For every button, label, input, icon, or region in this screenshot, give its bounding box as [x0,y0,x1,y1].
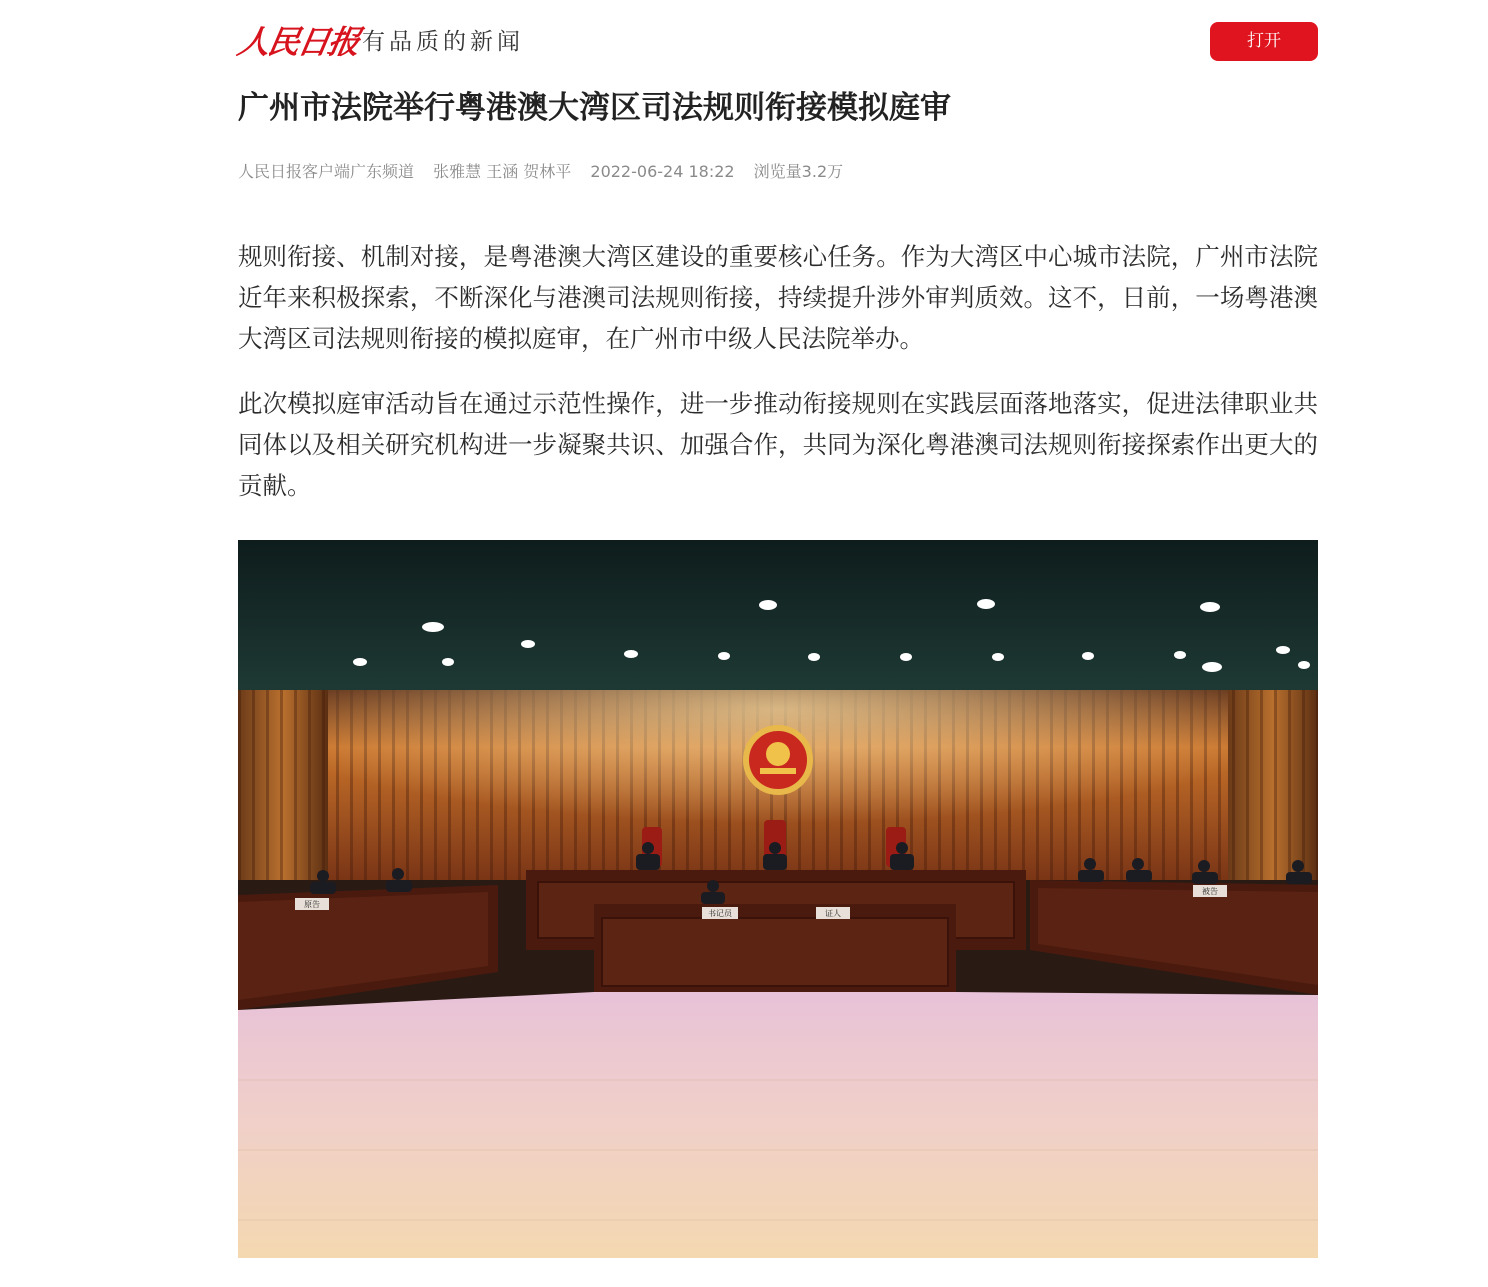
article-body [238,236,1318,530]
meta-authors: 张雅慧 王涵 贺林平 [433,162,572,181]
meta-views: 浏览量3.2万 [753,162,844,181]
courtroom-illustration [238,540,1318,1258]
national-emblem-icon [746,728,810,792]
defendant-label: 被告 [1202,887,1218,896]
witness-label: 证人 [825,909,841,918]
people-daily-logo[interactable]: 人民日报 [234,23,362,61]
courtroom-photo [238,540,1318,1258]
meta-datetime: 2022-06-24 18:22 [590,162,735,181]
open-app-button[interactable]: 打开 [1210,22,1318,61]
article-meta [238,158,857,186]
app-header [234,0,1318,86]
meta-source: 人民日报客户端广东频道 [238,162,415,181]
plaintiff-label: 原告 [304,900,320,909]
article-paragraph: 此次模拟庭审活动旨在通过示范性操作，进一步推动衔接规则在实践层面落地落实，促进法律职业共同体以及相关研究机构进一步凝聚共识、加强合作，共同为深化粤港澳司法规则衔接探索作出更大的贡献。 [238,389,1318,500]
article-paragraph: 规则衔接、机制对接，是粤港澳大湾区建设的重要核心任务。作为大湾区中心城市法院，广州市法院近年来积极探索，不断深化与港澳司法规则衔接，持续提升涉外审判质效。这不，日前，一场粤港澳大湾区司法规则衔接的模拟庭审，在广州市中级人民法院举办。 [238,242,1318,353]
clerk-label: 书记员 [708,909,732,918]
article-page [234,0,1318,918]
header-slogan: 有品质的新闻 [362,29,524,55]
article-title: 广州市法院举行粤港澳大湾区司法规则衔接模拟庭审 [238,90,951,126]
